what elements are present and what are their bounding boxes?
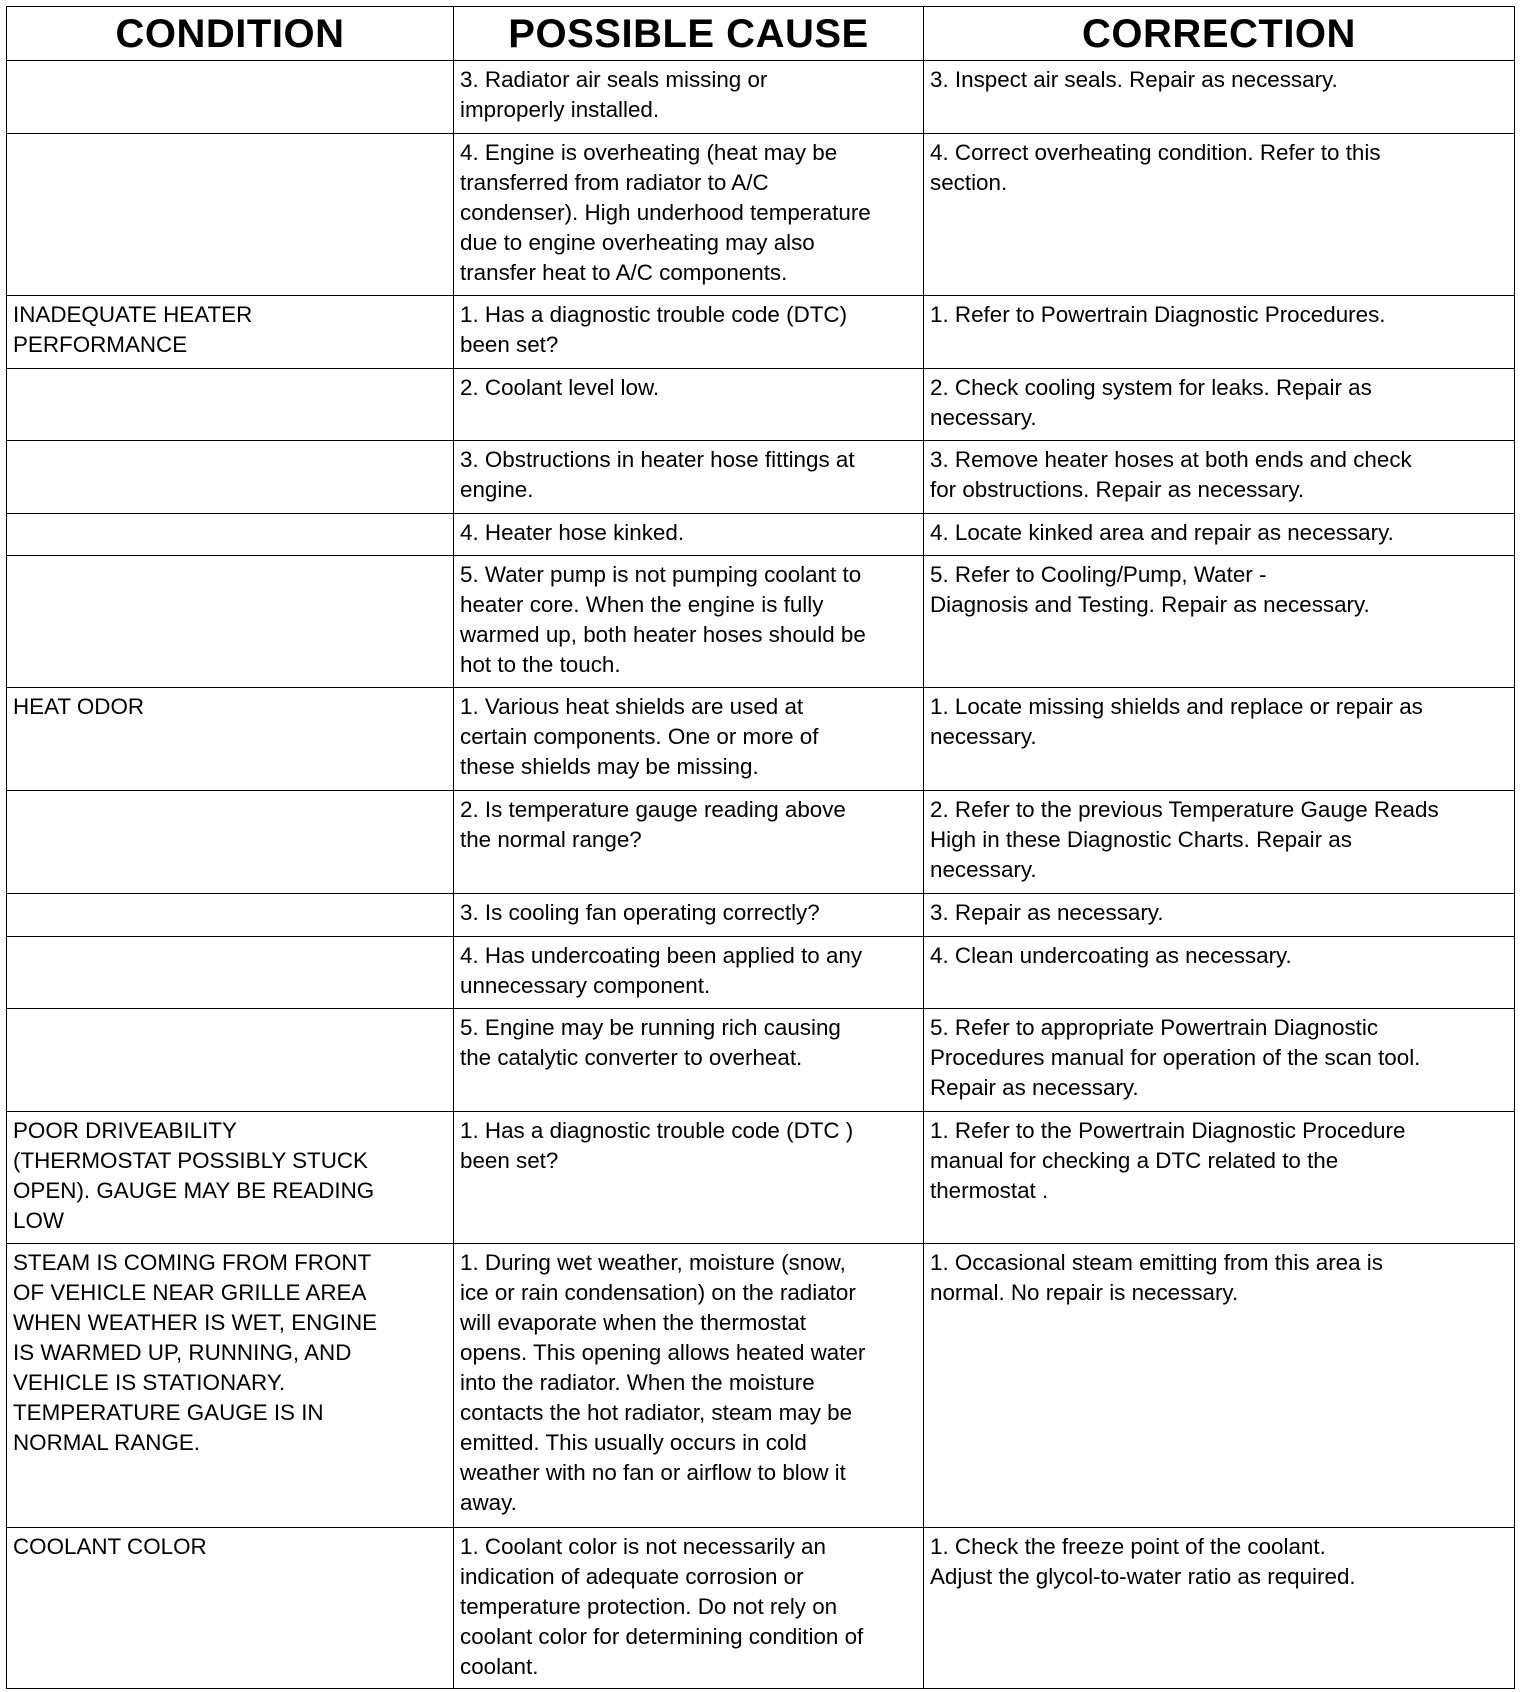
correction-cell: 1. Occasional steam emitting from this area is normal. No repair is necessary. xyxy=(924,1244,1515,1528)
table-row xyxy=(7,1244,1515,1528)
condition-cell: STEAM IS COMING FROM FRONT OF VEHICLE NEAR GRILLE AREA WHEN WEATHER IS WET, ENGINE IS WARMED UP, RUNNING, AND VEHICLE IS STATIONARY. TEMPERATURE GAUGE IS IN NORMAL RANGE. xyxy=(7,1244,454,1528)
correction-cell: 3. Repair as necessary. xyxy=(924,894,1515,937)
table-row xyxy=(7,937,1515,1009)
correction-cell: 3. Inspect air seals. Repair as necessary. xyxy=(924,61,1515,134)
condition-cell xyxy=(7,134,454,296)
condition-cell xyxy=(7,937,454,1009)
condition-cell: POOR DRIVEABILITY (THERMOSTAT POSSIBLY STUCK OPEN). GAUGE MAY BE READING LOW xyxy=(7,1112,454,1244)
cause-cell: 3. Is cooling fan operating correctly? xyxy=(454,894,924,937)
table-row xyxy=(7,556,1515,688)
cause-cell: 2. Coolant level low. xyxy=(454,369,924,441)
condition-cell xyxy=(7,61,454,134)
cause-cell: 4. Engine is overheating (heat may be transferred from radiator to A/C condenser). High underhood temperature due to engine overheating may also transfer heat to A/C components. xyxy=(454,134,924,296)
correction-cell: 3. Remove heater hoses at both ends and check for obstructions. Repair as necessary. xyxy=(924,441,1515,514)
condition-cell xyxy=(7,894,454,937)
condition-cell xyxy=(7,369,454,441)
condition-cell: COOLANT COLOR xyxy=(7,1528,454,1689)
table-row xyxy=(7,688,1515,791)
correction-cell: 4. Clean undercoating as necessary. xyxy=(924,937,1515,1009)
condition-cell xyxy=(7,514,454,556)
cause-cell: 1. Various heat shields are used at certain components. One or more of these shields may be missing. xyxy=(454,688,924,791)
cause-cell: 1. Has a diagnostic trouble code (DTC ) been set? xyxy=(454,1112,924,1244)
correction-cell: 2. Refer to the previous Temperature Gauge Reads High in these Diagnostic Charts. Repair as necessary. xyxy=(924,791,1515,894)
table-row xyxy=(7,1112,1515,1244)
table-row xyxy=(7,1528,1515,1689)
correction-cell: 5. Refer to appropriate Powertrain Diagnostic Procedures manual for operation of the scan tool. Repair as necessary. xyxy=(924,1009,1515,1112)
table-row xyxy=(7,61,1515,134)
condition-cell xyxy=(7,556,454,688)
condition-cell xyxy=(7,1009,454,1112)
condition-cell xyxy=(7,441,454,514)
header-correction: CORRECTION xyxy=(924,7,1515,61)
correction-cell: 1. Check the freeze point of the coolant. Adjust the glycol-to-water ratio as required. xyxy=(924,1528,1515,1689)
table-row xyxy=(7,296,1515,369)
correction-cell: 5. Refer to Cooling/Pump, Water - Diagnosis and Testing. Repair as necessary. xyxy=(924,556,1515,688)
table-row xyxy=(7,894,1515,937)
table-row xyxy=(7,369,1515,441)
cause-cell: 5. Engine may be running rich causing the catalytic converter to overheat. xyxy=(454,1009,924,1112)
condition-cell xyxy=(7,791,454,894)
correction-cell: 1. Refer to the Powertrain Diagnostic Procedure manual for checking a DTC related to the thermostat . xyxy=(924,1112,1515,1244)
table-row xyxy=(7,514,1515,556)
diagnosis-table xyxy=(6,6,1515,1689)
correction-cell: 2. Check cooling system for leaks. Repair as necessary. xyxy=(924,369,1515,441)
table-row xyxy=(7,134,1515,296)
condition-cell: HEAT ODOR xyxy=(7,688,454,791)
header-condition: CONDITION xyxy=(7,7,454,61)
table-row xyxy=(7,1009,1515,1112)
table-row xyxy=(7,791,1515,894)
header-row xyxy=(7,7,1515,61)
cause-cell: 3. Obstructions in heater hose fittings at engine. xyxy=(454,441,924,514)
correction-cell: 4. Locate kinked area and repair as necessary. xyxy=(924,514,1515,556)
cause-cell: 1. Coolant color is not necessarily an indication of adequate corrosion or temperature protection. Do not rely on coolant color for determining condition of coolant. xyxy=(454,1528,924,1689)
correction-cell: 1. Refer to Powertrain Diagnostic Procedures. xyxy=(924,296,1515,369)
cause-cell: 1. During wet weather, moisture (snow, ice or rain condensation) on the radiator will evaporate when the thermostat opens. This opening allows heated water into the radiator. When the moisture contacts the hot radiator, steam may be emitted. This usually occurs in cold weather with no fan or airflow to blow it away. xyxy=(454,1244,924,1528)
header-possible-cause: POSSIBLE CAUSE xyxy=(454,7,924,61)
cause-cell: 4. Has undercoating been applied to any unnecessary component. xyxy=(454,937,924,1009)
table-row xyxy=(7,441,1515,514)
correction-cell: 4. Correct overheating condition. Refer to this section. xyxy=(924,134,1515,296)
cause-cell: 5. Water pump is not pumping coolant to heater core. When the engine is fully warmed up, both heater hoses should be hot to the touch. xyxy=(454,556,924,688)
cause-cell: 2. Is temperature gauge reading above the normal range? xyxy=(454,791,924,894)
cause-cell: 1. Has a diagnostic trouble code (DTC) been set? xyxy=(454,296,924,369)
correction-cell: 1. Locate missing shields and replace or repair as necessary. xyxy=(924,688,1515,791)
condition-cell: INADEQUATE HEATER PERFORMANCE xyxy=(7,296,454,369)
cause-cell: 4. Heater hose kinked. xyxy=(454,514,924,556)
cause-cell: 3. Radiator air seals missing or improperly installed. xyxy=(454,61,924,134)
